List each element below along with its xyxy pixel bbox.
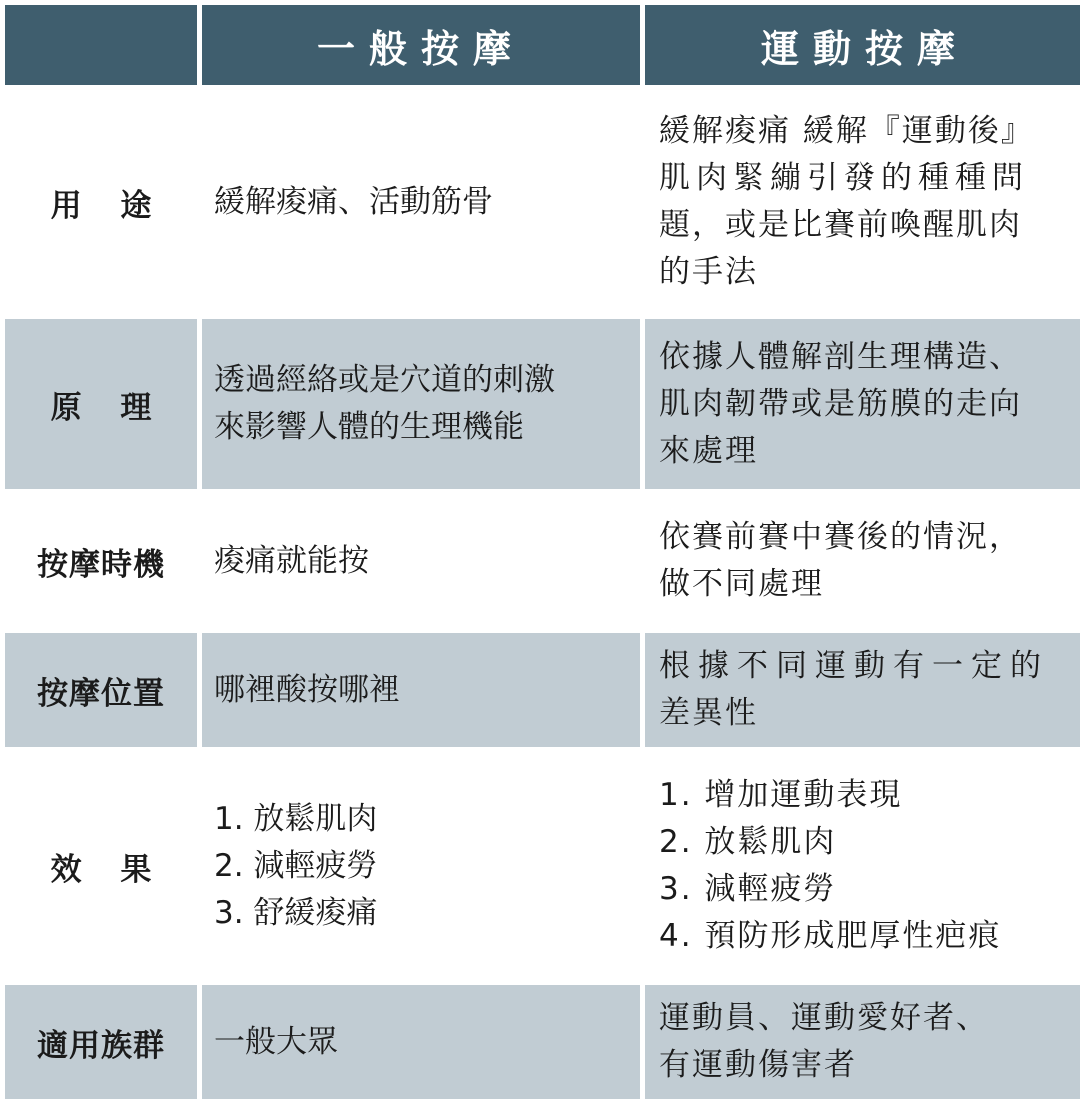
text-line: 根據不同運動有一定的 xyxy=(659,648,1049,684)
text-line: 的手法 xyxy=(659,254,758,290)
text-line: 透過經絡或是穴道的刺激 xyxy=(214,362,555,398)
text-line: 依據人體解剖生理構造、 xyxy=(659,338,1022,375)
text-line: 題，或是比賽前喚醒肌肉 xyxy=(659,207,1022,243)
list-item: 4. 預防形成肥厚性疤痕 xyxy=(659,918,1002,954)
text-line: 來影響人體的生理機能 xyxy=(214,409,524,445)
header-sports-massage xyxy=(645,5,1080,85)
row-usage-general xyxy=(202,90,640,314)
text-line: 緩解痠痛 緩解『運動後』 xyxy=(659,113,1034,149)
text-line: 來處理 xyxy=(659,432,758,469)
row-label-timing: 按摩時機 xyxy=(5,494,197,628)
row-label-effect: 效 果 xyxy=(5,752,197,980)
list-item: 3. 減輕疲勞 xyxy=(659,871,837,907)
row-usage-sports xyxy=(645,90,1080,314)
row-position-sports xyxy=(645,633,1080,747)
row-label-position: 按摩位置 xyxy=(5,633,197,747)
text-line: 痠痛就能按 xyxy=(214,542,369,579)
row-effect-general xyxy=(202,752,640,980)
text-line: 緩解痠痛、活動筋骨 xyxy=(214,183,493,220)
text-line: 差異性 xyxy=(659,695,758,731)
text-line: 做不同處理 xyxy=(659,566,824,602)
list-item: 3. 舒緩痠痛 xyxy=(214,894,378,931)
header-blank-cell xyxy=(5,5,197,85)
list-item: 1. 增加運動表現 xyxy=(659,777,903,813)
row-audience-sports xyxy=(645,985,1080,1099)
row-principle-sports xyxy=(645,319,1080,489)
text-line: 有運動傷害者 xyxy=(659,1047,857,1083)
header-col2: 一般按摩 xyxy=(316,26,525,71)
text-line: 肌肉韌帶或是筋膜的走向 xyxy=(659,385,1022,422)
header-col3: 運動按摩 xyxy=(760,26,969,71)
list-item: 2. 減輕疲勞 xyxy=(214,847,378,884)
text-line: 一般大眾 xyxy=(214,1023,338,1060)
text-line: 運動員、運動愛好者、 xyxy=(659,1000,989,1036)
row-audience-general xyxy=(202,985,640,1099)
row-effect-sports xyxy=(645,752,1080,980)
header-general-massage xyxy=(202,5,640,85)
row-label-principle: 原 理 xyxy=(5,319,197,489)
text-line: 肌肉緊繃引發的種種問 xyxy=(659,160,1029,196)
list-item: 1. 放鬆肌肉 xyxy=(214,800,378,837)
row-principle-general xyxy=(202,319,640,489)
row-label-usage: 用 途 xyxy=(5,90,197,314)
row-position-general xyxy=(202,633,640,747)
list-item: 2. 放鬆肌肉 xyxy=(659,824,837,860)
row-timing-general xyxy=(202,494,640,628)
text-line: 依賽前賽中賽後的情況， xyxy=(659,519,1022,555)
row-label-audience: 適用族群 xyxy=(5,985,197,1099)
row-timing-sports xyxy=(645,494,1080,628)
text-line: 哪裡酸按哪裡 xyxy=(214,671,400,708)
